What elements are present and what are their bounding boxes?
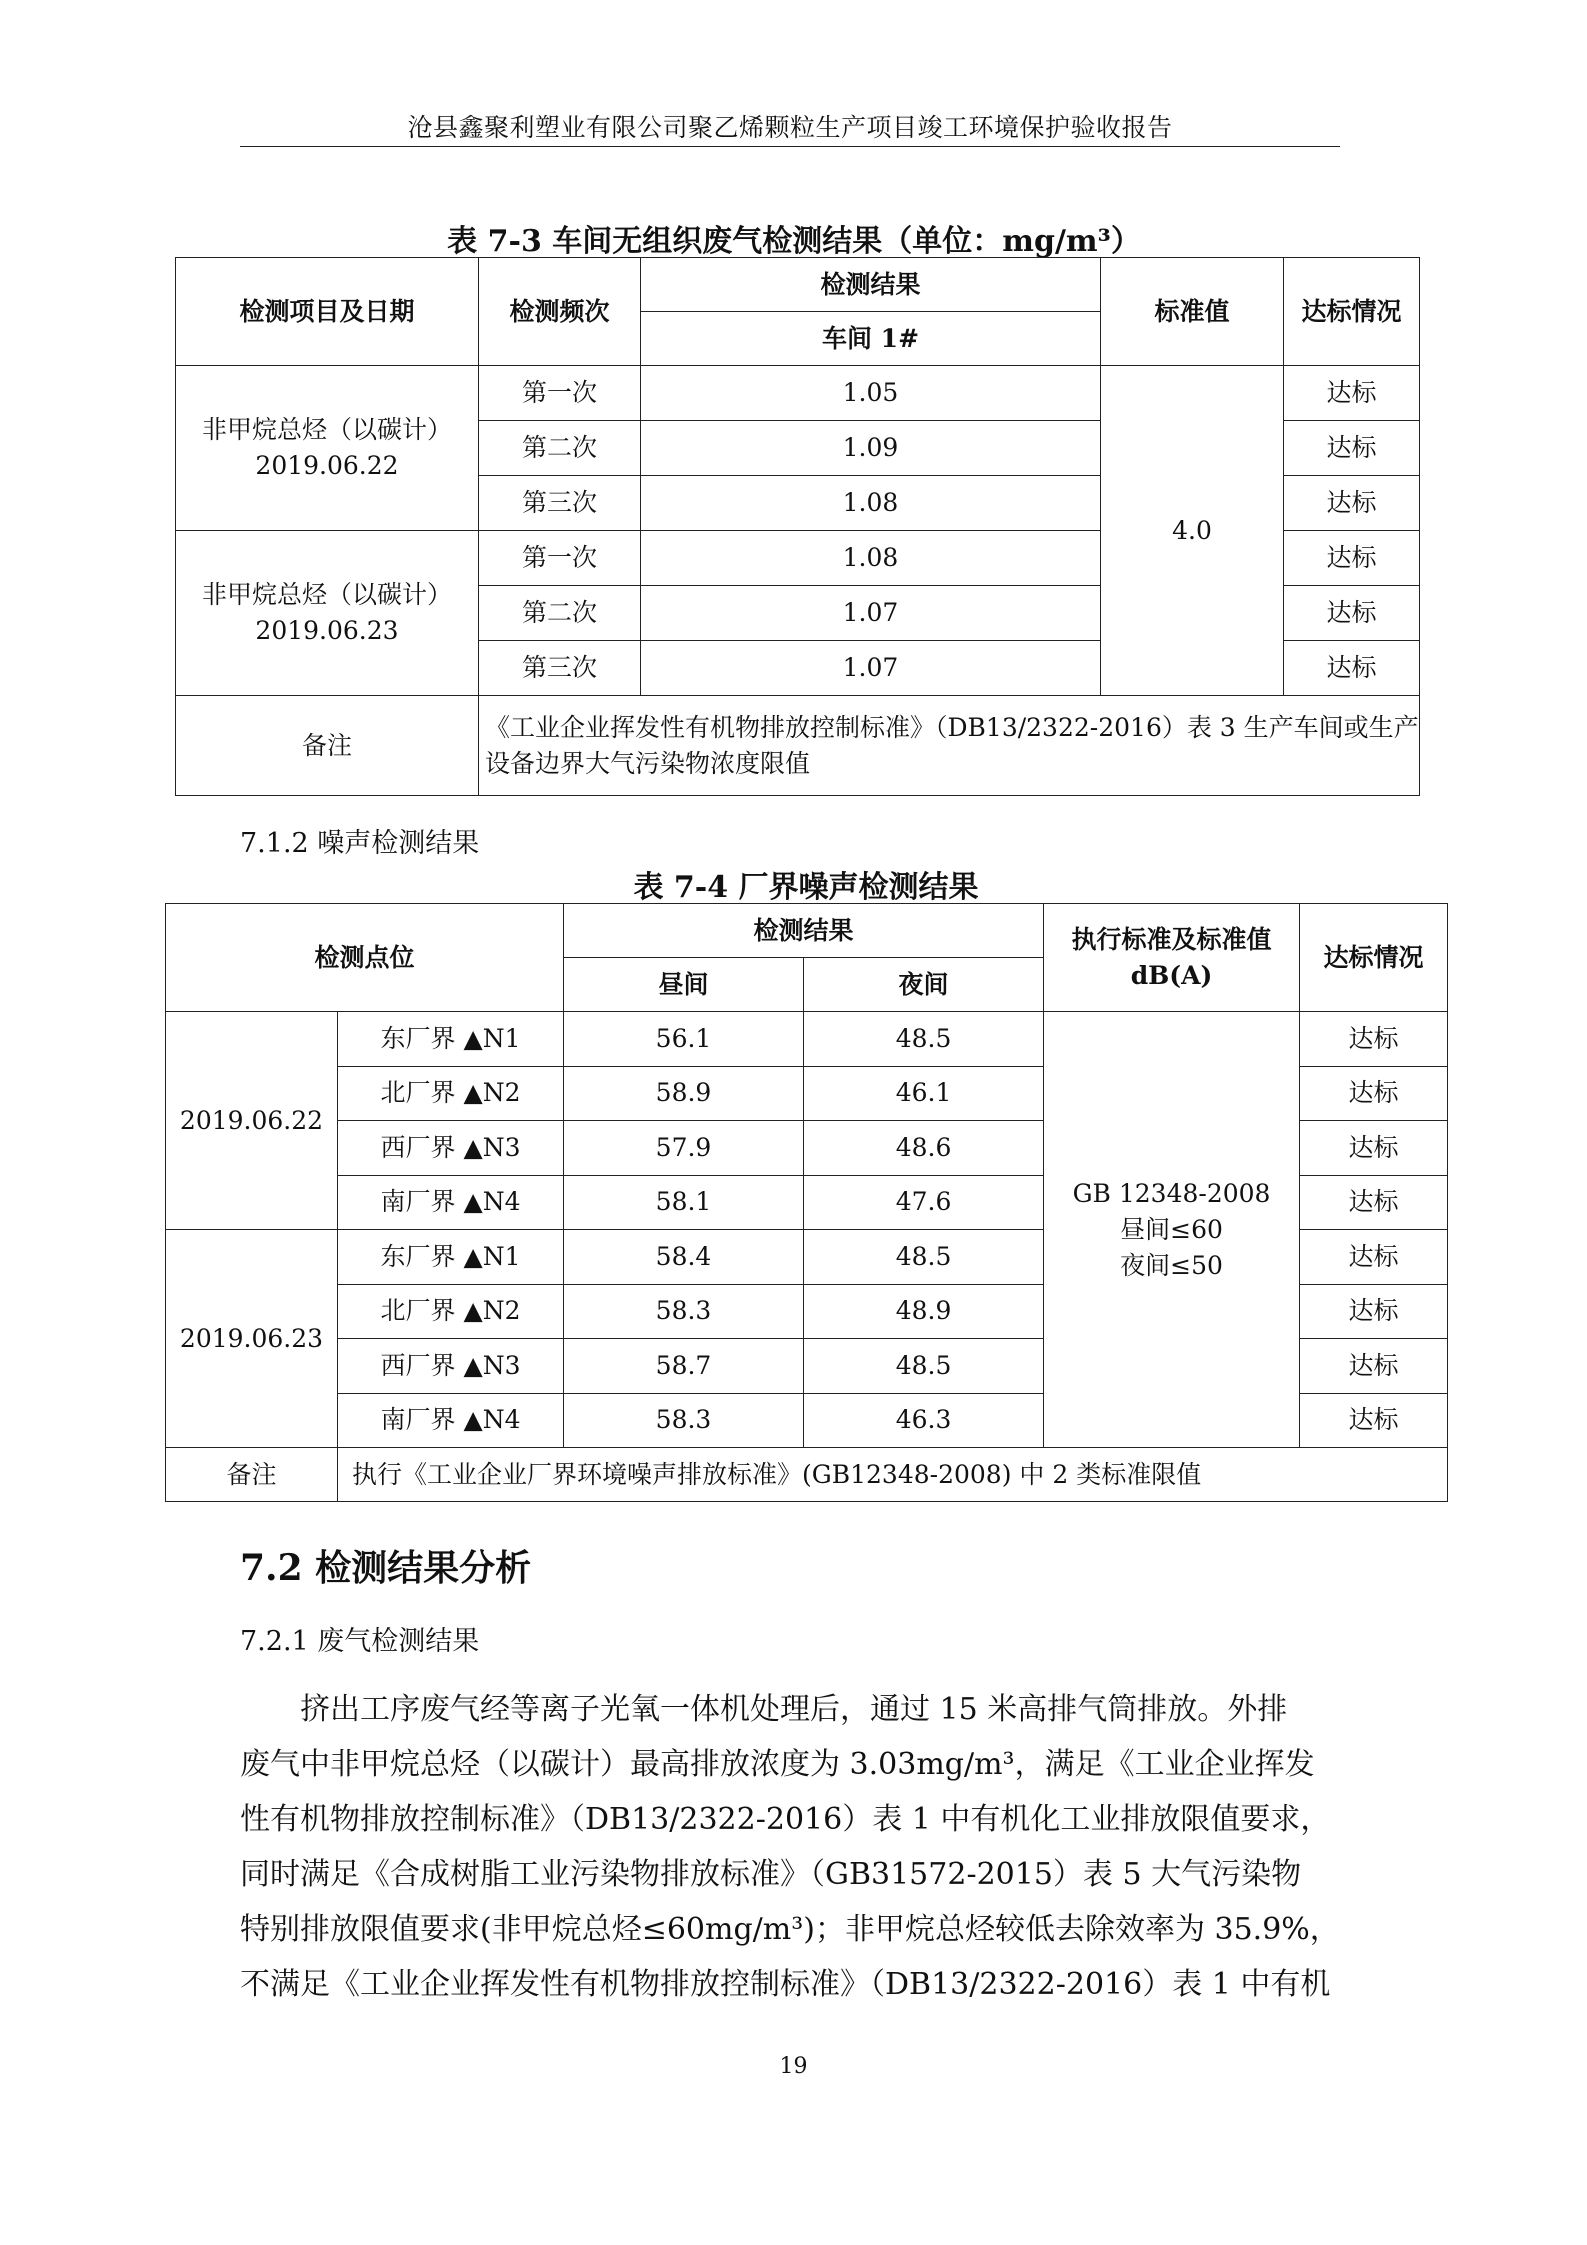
header-divider	[240, 146, 1340, 147]
day-value-cell: 58.1	[564, 1175, 804, 1230]
status-cell: 达标	[1300, 1012, 1448, 1067]
paragraph-line: 挤出工序废气经等离子光氧一体机处理后，通过 15 米高排气筒排放。外排	[240, 1692, 1288, 1727]
value-cell: 1.07	[641, 641, 1101, 696]
paragraph-line: 特别排放限值要求(非甲烷总烃≤60mg/m³)；非甲烷总烃较低去除效率为 35.9%，	[240, 1912, 1340, 1947]
status-cell: 达标	[1284, 476, 1420, 531]
paragraph-line: 性有机物排放控制标准》（DB13/2322-2016）表 1 中有机化工业排放限值要求，	[240, 1802, 1331, 1837]
night-value-cell: 48.5	[804, 1230, 1044, 1285]
table-7-3	[175, 257, 1420, 796]
note-text: 《工业企业挥发性有机物排放控制标准》（DB13/2322-2016）表 3 生产车间或生产设备边界大气污染物浓度限值	[479, 696, 1420, 796]
header-day: 昼间	[564, 958, 804, 1012]
header-frequency: 检测频次	[479, 258, 641, 366]
header-standard	[1044, 904, 1300, 1012]
header-standard-line2: dB(A)	[1130, 960, 1213, 990]
sample-date: 2019.06.22	[255, 451, 399, 480]
header-status: 达标情况	[1284, 258, 1420, 366]
status-cell: 达标	[1284, 366, 1420, 421]
header-workshop: 车间 1#	[641, 312, 1101, 366]
day-value-cell: 57.9	[564, 1121, 804, 1176]
point-cell: 西厂界 ▲N3	[338, 1121, 564, 1176]
table-row	[166, 1012, 1448, 1067]
value-cell: 1.09	[641, 421, 1101, 476]
frequency-cell: 第三次	[479, 476, 641, 531]
point-cell: 西厂界 ▲N3	[338, 1339, 564, 1394]
header-status: 达标情况	[1300, 904, 1448, 1012]
status-cell: 达标	[1300, 1175, 1448, 1230]
night-value-cell: 46.1	[804, 1066, 1044, 1121]
header-item: 检测项目及日期	[176, 258, 479, 366]
header-night: 夜间	[804, 958, 1044, 1012]
analysis-paragraph	[240, 1682, 1350, 2012]
section-7-1-2-title: 7.1.2 噪声检测结果	[240, 828, 480, 859]
header-standard-line1: 执行标准及标准值	[1071, 924, 1272, 954]
note-text: 执行《工业企业厂界环境噪声排放标准》(GB12348-2008) 中 2 类标准限值	[338, 1448, 1448, 1502]
day-value-cell: 58.7	[564, 1339, 804, 1394]
pollutant-label: 非甲烷总烃（以碳计）	[201, 580, 452, 609]
status-cell: 达标	[1284, 421, 1420, 476]
paragraph-line: 不满足《工业企业挥发性有机物排放控制标准》（DB13/2322-2016）表 1 中有机	[240, 1967, 1331, 2002]
frequency-cell: 第一次	[479, 366, 641, 421]
header-result: 检测结果	[564, 904, 1044, 958]
night-value-cell: 48.5	[804, 1339, 1044, 1394]
night-value-cell: 47.6	[804, 1175, 1044, 1230]
status-cell: 达标	[1284, 641, 1420, 696]
status-cell: 达标	[1300, 1339, 1448, 1394]
status-cell: 达标	[1300, 1066, 1448, 1121]
day-value-cell: 58.9	[564, 1066, 804, 1121]
point-cell: 北厂界 ▲N2	[338, 1066, 564, 1121]
point-cell: 南厂界 ▲N4	[338, 1393, 564, 1448]
point-cell: 南厂界 ▲N4	[338, 1175, 564, 1230]
section-7-2-1-title: 7.2.1 废气检测结果	[240, 1626, 480, 1657]
value-cell: 1.07	[641, 586, 1101, 641]
table-7-3-caption: 表 7-3 车间无组织废气检测结果（单位：mg/m³）	[447, 224, 1141, 259]
paragraph-line: 废气中非甲烷总烃（以碳计）最高排放浓度为 3.03mg/m³，满足《工业企业挥发	[240, 1747, 1315, 1782]
day-value-cell: 58.4	[564, 1230, 804, 1285]
point-cell: 北厂界 ▲N2	[338, 1284, 564, 1339]
sample-date: 2019.06.23	[255, 616, 399, 645]
point-cell: 东厂界 ▲N1	[338, 1230, 564, 1285]
night-value-cell: 48.6	[804, 1121, 1044, 1176]
value-cell: 1.08	[641, 531, 1101, 586]
page-number: 19	[779, 2054, 808, 2079]
table-row	[176, 366, 1420, 421]
frequency-cell: 第二次	[479, 586, 641, 641]
point-cell: 东厂界 ▲N1	[338, 1012, 564, 1067]
status-cell: 达标	[1300, 1121, 1448, 1176]
header-standard: 标准值	[1101, 258, 1284, 366]
day-value-cell: 58.3	[564, 1284, 804, 1339]
standard-line: GB 12348-2008	[1072, 1178, 1271, 1208]
date-cell: 2019.06.22	[166, 1012, 338, 1230]
table-7-4	[165, 903, 1448, 1502]
night-value-cell: 48.5	[804, 1012, 1044, 1067]
standard-line: 昼间≤60	[1120, 1214, 1223, 1244]
frequency-cell: 第三次	[479, 641, 641, 696]
status-cell: 达标	[1284, 531, 1420, 586]
note-label: 备注	[166, 1448, 338, 1502]
night-value-cell: 48.9	[804, 1284, 1044, 1339]
group-label-cell	[176, 531, 479, 696]
standard-value-cell: 4.0	[1101, 366, 1284, 696]
frequency-cell: 第一次	[479, 531, 641, 586]
status-cell: 达标	[1300, 1284, 1448, 1339]
pollutant-label: 非甲烷总烃（以碳计）	[201, 415, 452, 444]
paragraph-line: 同时满足《合成树脂工业污染物排放标准》（GB31572-2015）表 5 大气污染物	[240, 1857, 1302, 1892]
header-result: 检测结果	[641, 258, 1101, 312]
page-header: 沧县鑫聚利塑业有限公司聚乙烯颗粒生产项目竣工环境保护验收报告	[407, 113, 1173, 142]
status-cell: 达标	[1300, 1393, 1448, 1448]
day-value-cell: 58.3	[564, 1393, 804, 1448]
group-label-cell	[176, 366, 479, 531]
value-cell: 1.08	[641, 476, 1101, 531]
status-cell: 达标	[1284, 586, 1420, 641]
standard-cell	[1044, 1012, 1300, 1448]
header-point: 检测点位	[166, 904, 564, 1012]
section-7-2-heading: 7.2 检测结果分析	[240, 1547, 532, 1589]
frequency-cell: 第二次	[479, 421, 641, 476]
status-cell: 达标	[1300, 1230, 1448, 1285]
value-cell: 1.05	[641, 366, 1101, 421]
table-7-4-caption: 表 7-4 厂界噪声检测结果	[633, 870, 979, 905]
day-value-cell: 56.1	[564, 1012, 804, 1067]
note-label: 备注	[176, 696, 479, 796]
night-value-cell: 46.3	[804, 1393, 1044, 1448]
standard-line: 夜间≤50	[1120, 1250, 1223, 1280]
date-cell: 2019.06.23	[166, 1230, 338, 1448]
